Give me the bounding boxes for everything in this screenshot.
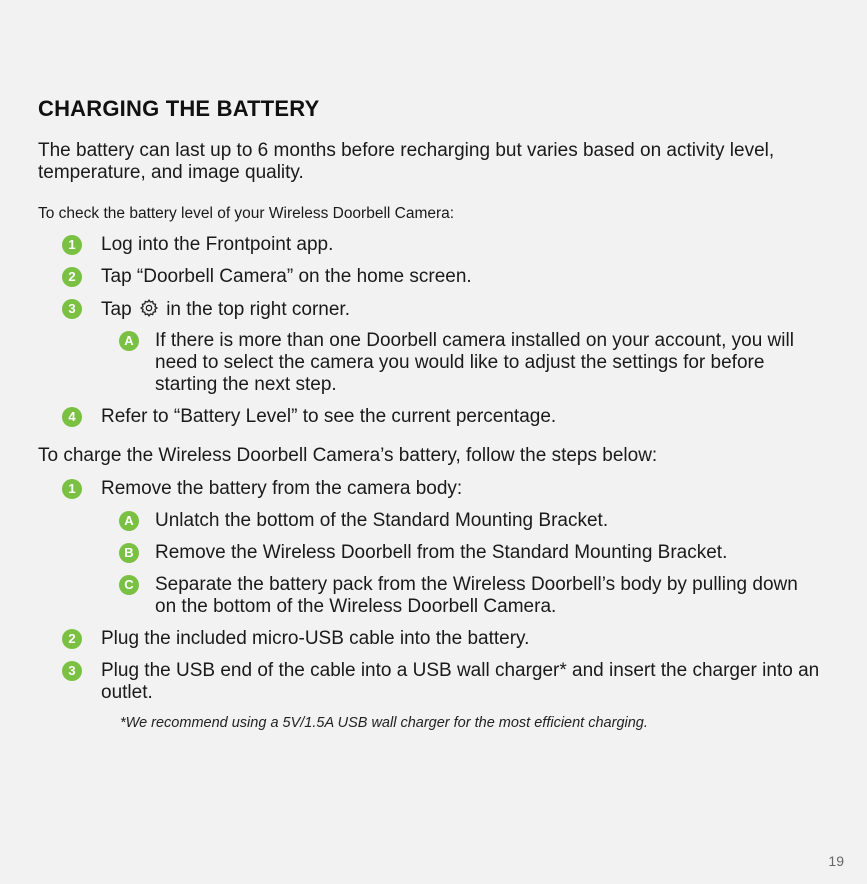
step-number-badge: 4 [62, 407, 82, 427]
check-step-1 [62, 234, 822, 256]
intro-paragraph: The battery can last up to 6 months before recharging but varies based on activity level, temperature, and image quality. [38, 140, 775, 183]
charge-substep-a [119, 510, 819, 532]
step-text: Log into the Frontpoint app. [101, 234, 334, 255]
charge-substep-c [119, 574, 819, 618]
check-step-3 [62, 298, 822, 324]
charge-battery-lead: To charge the Wireless Doorbell Camera’s battery, follow the steps below: [38, 445, 658, 466]
charger-footnote: *We recommend using a 5V/1.5A USB wall charger for the most efficient charging. [120, 715, 648, 731]
substep-letter-badge: C [119, 575, 139, 595]
step-text: Tap “Doorbell Camera” on the home screen. [101, 266, 472, 287]
step-number-badge: 1 [62, 479, 82, 499]
check-substep-a [119, 330, 819, 396]
charge-step-2 [62, 628, 822, 650]
step-number-badge: 1 [62, 235, 82, 255]
check-step-2 [62, 266, 822, 288]
gear-icon [139, 298, 159, 324]
substep-letter-badge: A [119, 331, 139, 351]
page-number: 19 [828, 853, 844, 869]
charge-step-3 [62, 660, 822, 704]
substep-letter-badge: A [119, 511, 139, 531]
substep-text: Remove the Wireless Doorbell from the Standard Mounting Bracket. [155, 542, 728, 563]
substep-text: Unlatch the bottom of the Standard Mounting Bracket. [155, 510, 609, 531]
substep-text: If there is more than one Doorbell camera installed on your account, you will need to select the camera you would like to adjust the settings for before starting the next step. [155, 330, 794, 395]
step-number-badge: 2 [62, 267, 82, 287]
step-text: Refer to “Battery Level” to see the current percentage. [101, 406, 557, 427]
step-text [101, 298, 822, 324]
step-text: Plug the included micro-USB cable into the battery. [101, 628, 530, 649]
step-number-badge: 3 [62, 299, 82, 319]
charge-substep-b [119, 542, 819, 564]
step-text: Remove the battery from the camera body: [101, 478, 463, 499]
page-title: CHARGING THE BATTERY [38, 96, 320, 121]
step-text-before: Tap [101, 299, 132, 320]
step-number-badge: 2 [62, 629, 82, 649]
substep-text: Separate the battery pack from the Wireless Doorbell’s body by pulling down on the bottom of the Wireless Doorbell Camera. [155, 574, 798, 617]
check-step-4 [62, 406, 822, 428]
step-text-after: in the top right corner. [166, 299, 350, 320]
check-battery-lead: To check the battery level of your Wireless Doorbell Camera: [38, 205, 455, 222]
step-text: Plug the USB end of the cable into a USB wall charger* and insert the charger into an outlet. [101, 660, 820, 703]
step-number-badge: 3 [62, 661, 82, 681]
charge-step-1 [62, 478, 822, 500]
substep-letter-badge: B [119, 543, 139, 563]
